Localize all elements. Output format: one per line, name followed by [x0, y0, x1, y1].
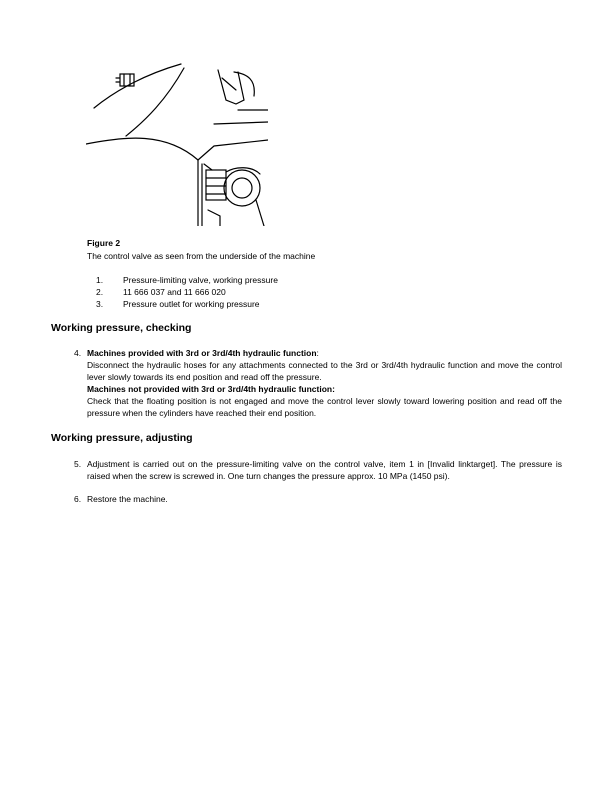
condition-label: Machines not provided with 3rd or 3rd/4th hydraulic function:	[87, 384, 335, 394]
list-item-text: Pressure-limiting valve, working pressure	[123, 275, 278, 285]
step-4	[74, 347, 562, 419]
section-heading-adjusting: Working pressure, adjusting	[51, 432, 193, 444]
condition-colon: :	[316, 348, 319, 358]
list-item	[96, 274, 278, 286]
list-item-text: 11 666 037 and 11 666 020	[123, 287, 226, 297]
step-body	[87, 347, 562, 419]
step-text: Adjustment is carried out on the pressure-limiting valve on the control valve, item 1 in [Invalid linktarget]. The pressure is raised when the screw is screwed in. One turn changes the pressure approx. 10 MPa (1450 psi).	[87, 459, 562, 481]
section-heading-checking: Working pressure, checking	[51, 322, 192, 334]
list-item	[96, 298, 278, 310]
step-body	[87, 458, 562, 482]
condition-label: Machines provided with 3rd or 3rd/4th hydraulic function	[87, 348, 317, 358]
list-item-text: Pressure outlet for working pressure	[123, 299, 260, 309]
step-text: Check that the floating position is not engaged and move the control lever slowly toward lowering position and read off the pressure when the cylinders have reached their end position.	[87, 396, 562, 418]
step-text: Restore the machine.	[87, 494, 168, 504]
step-body	[87, 493, 562, 505]
step-5	[74, 458, 562, 482]
figure-title: Figure 2	[87, 238, 121, 248]
step-number: 6.	[74, 494, 82, 504]
figure-legend-list	[96, 274, 278, 310]
list-item-number: 1.	[96, 275, 104, 285]
figure-caption: The control valve as seen from the underside of the machine	[87, 251, 316, 261]
step-6	[74, 493, 562, 505]
step-number: 5.	[74, 459, 82, 469]
list-item	[96, 286, 278, 298]
control-valve-figure	[86, 60, 268, 226]
step-condition-2	[87, 383, 562, 395]
step-number: 4.	[74, 348, 82, 358]
list-item-number: 3.	[96, 299, 104, 309]
step-condition-1	[87, 347, 562, 359]
list-item-number: 2.	[96, 287, 104, 297]
step-text: Disconnect the hydraulic hoses for any attachments connected to the 3rd or 3rd/4th hydraulic function and move the control lever slowly towards its end position and read off the pressure.	[87, 360, 562, 382]
